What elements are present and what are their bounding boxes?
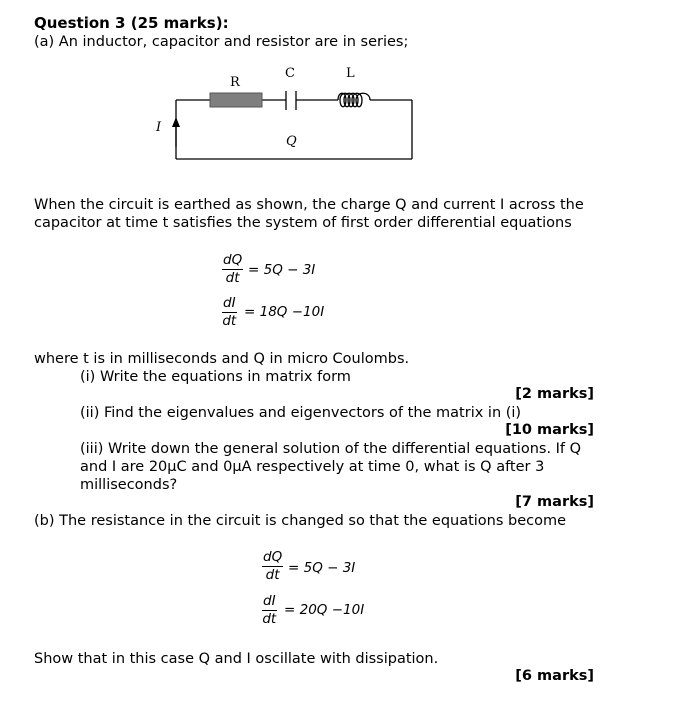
eq-b2-numerator: dI: [263, 593, 276, 609]
current-arrow-icon: [172, 117, 180, 127]
eq-a2-numerator: dI: [223, 295, 236, 311]
label-i: I: [156, 120, 162, 135]
question-title: Question 3 (25 marks):: [34, 14, 229, 32]
part-b-intro: (b) The resistance in the circuit is changed so that the equations become: [34, 513, 567, 529]
eq-a1-fraction: [222, 252, 243, 287]
eq-a2-denominator: dt: [222, 313, 237, 329]
sub-question-i: (i) Write the equations in matrix form: [80, 369, 351, 385]
sub-question-iii-line-2: and I are 20µC and 0µA respectively at time 0, what is Q after 3: [80, 459, 545, 475]
sub-question-iii-line-3: milliseconds?: [80, 477, 178, 493]
eq-a1-denominator: dt: [225, 270, 240, 286]
eq-b1-fraction: [262, 549, 283, 584]
eq-b1-rhs: = 5Q − 3I: [288, 560, 356, 576]
label-q: Q: [286, 134, 297, 149]
eq-b1-denominator: dt: [265, 567, 280, 583]
label-c: C: [285, 66, 295, 81]
resistor-symbol: [210, 93, 262, 107]
eq-a2-rhs: = 18Q −10I: [244, 304, 325, 320]
sub-question-ii: (ii) Find the eigenvalues and eigenvectors of the matrix in (i): [80, 405, 522, 421]
eq-b1-numerator: dQ: [263, 549, 283, 565]
sub-question-iii-line-1: (iii) Write down the general solution of the differential equations. If Q: [80, 441, 582, 457]
eq-a1-rhs: = 5Q − 3I: [248, 262, 316, 278]
marks-ii: [10 marks]: [505, 422, 594, 438]
marks-iii: [7 marks]: [515, 494, 594, 510]
eq-b2-rhs: = 20Q −10I: [284, 602, 365, 618]
marks-i: [2 marks]: [515, 386, 594, 402]
units-text: where t is in milliseconds and Q in micro Coulombs.: [34, 351, 410, 367]
part-b-conclusion: Show that in this case Q and I oscillate with dissipation.: [34, 651, 439, 667]
eq-a1-numerator: dQ: [223, 252, 243, 268]
label-r: R: [230, 75, 240, 90]
marks-b: [6 marks]: [515, 668, 594, 684]
eq-b2-fraction: [262, 593, 277, 628]
label-l: L: [346, 66, 355, 81]
intro-line-1: When the circuit is earthed as shown, the charge Q and current I across the: [34, 197, 584, 213]
eq-a2-fraction: [222, 295, 237, 330]
intro-line-2: capacitor at time t satisfies the system of first order differential equations: [34, 215, 572, 231]
eq-b2-denominator: dt: [262, 611, 277, 627]
part-a-intro: (a) An inductor, capacitor and resistor are in series;: [34, 34, 409, 50]
